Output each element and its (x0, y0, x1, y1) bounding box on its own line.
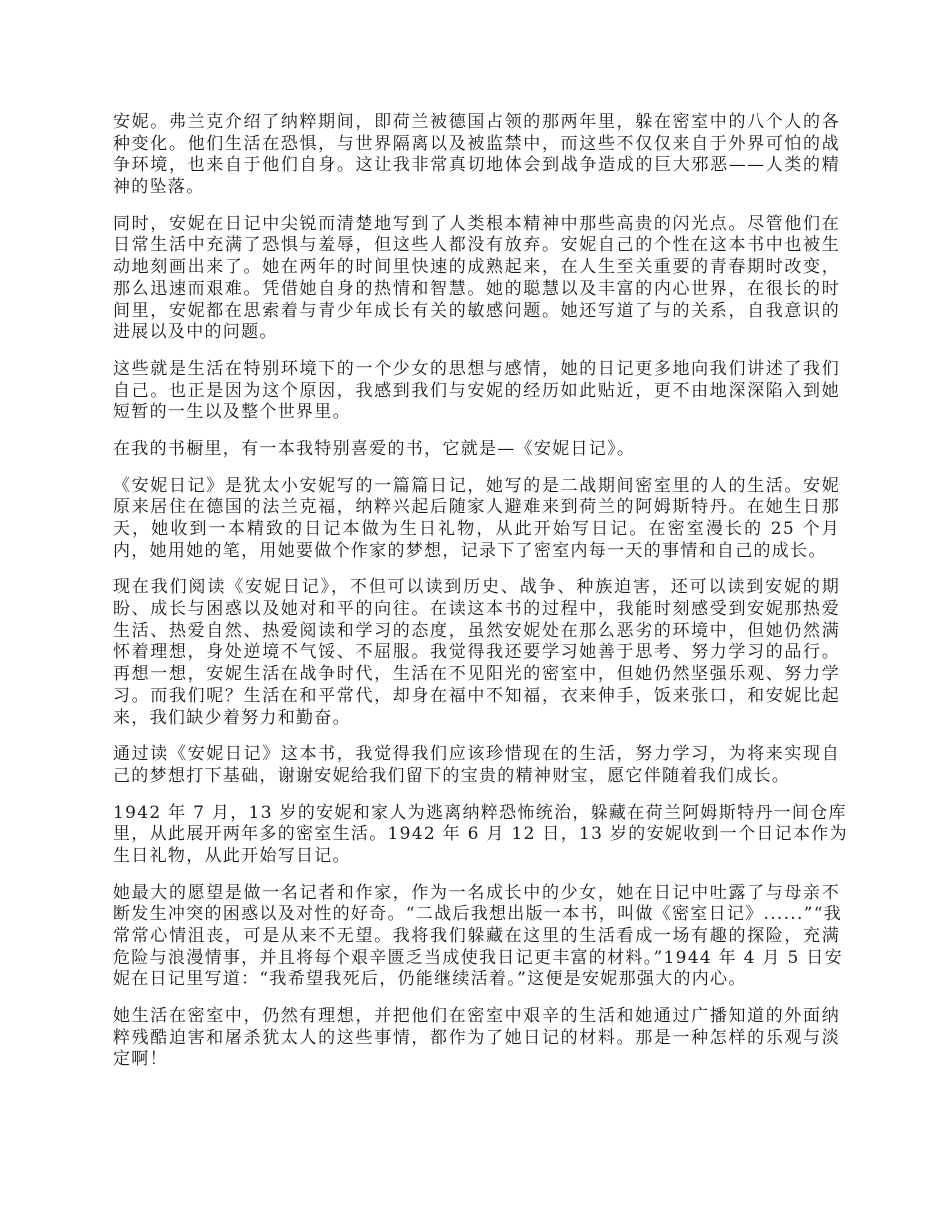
paragraph-line: 生日礼物，从此开始写日记。 (113, 845, 351, 866)
document-body (113, 112, 848, 1086)
paragraph-line: 神的坠落。 (113, 177, 205, 198)
paragraph (113, 1006, 840, 1071)
paragraph-line: 断发生冲突的困惑以及对性的好奇。“二战后我想出版一本书，叫做《密室日记》......”“我 (113, 904, 842, 925)
paragraph-line: 日常生活中充满了恐惧与羞辱，但这些人都没有放弃。安妮自己的个性在这本书中也被生 (113, 235, 840, 256)
paragraph-line: 己的梦想打下基础，谢谢安妮给我们留下的宝贵的精神财宝，愿它伴随着我们成长。 (113, 765, 791, 786)
paragraph (113, 577, 840, 729)
paragraph-line: 原来居住在德国的法兰克福，纳粹兴起后随家人避难来到荷兰的阿姆斯特丹。在她生日那 (113, 497, 840, 518)
paragraph-line: 她最大的愿望是做一名记者和作家，作为一名成长中的少女，她在日记中吐露了与母亲不 (113, 882, 840, 903)
paragraph-line: 1942 年 7 月，13 岁的安妮和家人为逃离纳粹恐怖统治，躲藏在荷兰阿姆斯特丹一间仓库 (113, 802, 847, 823)
paragraph-line: 习。而我们呢？生活在和平常代，却身在福中不知福，衣来伸手，饭来张口，和安妮比起 (113, 685, 840, 706)
paragraph (113, 802, 848, 868)
paragraph-line: 通过读《安妮日记》这本书，我觉得我们应该珍惜现在的生活，努力学习，为将来实现自 (113, 744, 840, 765)
paragraph-line: 间里，安妮都在思索着与青少年成长有关的敏感问题。她还写道了与的关系，自我意识的 (113, 300, 840, 321)
paragraph-line: 那么迅速而艰难。凭借她自身的热情和智慧。她的聪慧以及丰富的内心世界，在很长的时 (113, 278, 840, 299)
paragraph (113, 476, 840, 563)
paragraph-line: 危险与浪漫情事，并且将每个艰辛匮乏当成使我日记更丰富的材料。”1944 年 4 月 5 日安 (113, 947, 843, 968)
paragraph-line: 种变化。他们生活在恐惧，与世界隔离以及被监禁中，而这些不仅仅来自于外界可怕的战 (113, 133, 840, 154)
paragraph-line: 她生活在密室中，仍然有理想，并把他们在密室中艰辛的生活和她通过广播知道的外面纳 (113, 1006, 840, 1027)
paragraph-line: 进展以及中的问题。 (113, 322, 278, 343)
paragraph-line: 生活、热爱自然、热爱阅读和学习的态度，虽然安妮处在那么恶劣的环境中，但她仍然满 (113, 620, 840, 641)
paragraph-line: 来，我们缺少着努力和勤奋。 (113, 707, 351, 728)
paragraph-line: 再想一想，安妮生活在战争时代，生活在不见阳光的密室中，但她仍然坚强乐观、努力学 (113, 664, 840, 685)
paragraph-line: 定啊！ (113, 1049, 168, 1070)
paragraph-line: 同时，安妮在日记中尖锐而清楚地写到了人类根本精神中那些高贵的闪光点。尽管他们在 (113, 213, 840, 234)
paragraph (113, 112, 840, 199)
paragraph-line: 内，她用她的笔，用她要做个作家的梦想，记录下了密室内每一天的事情和自己的成长。 (113, 540, 827, 561)
paragraph-line: 里，从此展开两年多的密室生活。1942 年 6 月 12 日，13 岁的安妮收到一个日记本作为 (113, 824, 848, 845)
paragraph-line: 常常心情沮丧，可是从来不无望。我将我们躲藏在这里的生活看成一场有趣的探险，充满 (113, 926, 840, 946)
paragraph-line: 《安妮日记》是犹太小安妮写的一篇篇日记，她写的是二战期间密室里的人的生活。安妮 (113, 475, 840, 496)
paragraph (113, 439, 840, 461)
paragraph-line: 天，她收到一本精致的日记本做为生日礼物，从此开始写日记。在密室漫长的 25 个月 (113, 519, 840, 539)
paragraph (113, 882, 843, 991)
paragraph-line: 盼、成长与困惑以及她对和平的向往。在读这本书的过程中，我能时刻感受到安妮那热爱 (113, 599, 840, 620)
paragraph (113, 359, 840, 424)
paragraph-line: 自己。也正是因为这个原因，我感到我们与安妮的经历如此贴近，更不由地深深陷入到她 (113, 380, 840, 401)
paragraph-line: 这些就是生活在特别环境下的一个少女的思想与感情，她的日记更多地向我们讲述了我们 (113, 358, 840, 379)
paragraph (113, 214, 840, 344)
paragraph (113, 744, 840, 787)
paragraph-line: 在我的书橱里，有一本我特别喜爱的书，它就是—《安妮日记》。 (113, 438, 636, 459)
paragraph-line: 短暂的一生以及整个世界里。 (113, 402, 351, 423)
paragraph-line: 现在我们阅读《安妮日记》，不但可以读到历史、战争、种族迫害，还可以读到安妮的期 (113, 577, 840, 598)
paragraph-line: 怀着理想，身处逆境不气馁、不屈服。我觉得我还要学习她善于思考、努力学习的品行。 (113, 642, 840, 663)
paragraph-line: 安妮。弗兰克介绍了纳粹期间，即荷兰被德国占领的那两年里，躲在密室中的八个人的各 (113, 112, 840, 132)
paragraph-line: 动地刻画出来了。她在两年的时间里快速的成熟起来，在人生至关重要的青春期时改变， (113, 257, 840, 278)
paragraph-line: 争环境，也来自于他们自身。这让我非常真切地体会到战争造成的巨大邪恶——人类的精 (113, 155, 840, 176)
paragraph-line: 妮在日记里写道：“我希望我死后，仍能继续活着。”这便是安妮那强大的内心。 (113, 969, 747, 990)
paragraph-line: 粹残酷迫害和屠杀犹太人的这些事情，都作为了她日记的材料。那是一种怎样的乐观与淡 (113, 1027, 840, 1048)
